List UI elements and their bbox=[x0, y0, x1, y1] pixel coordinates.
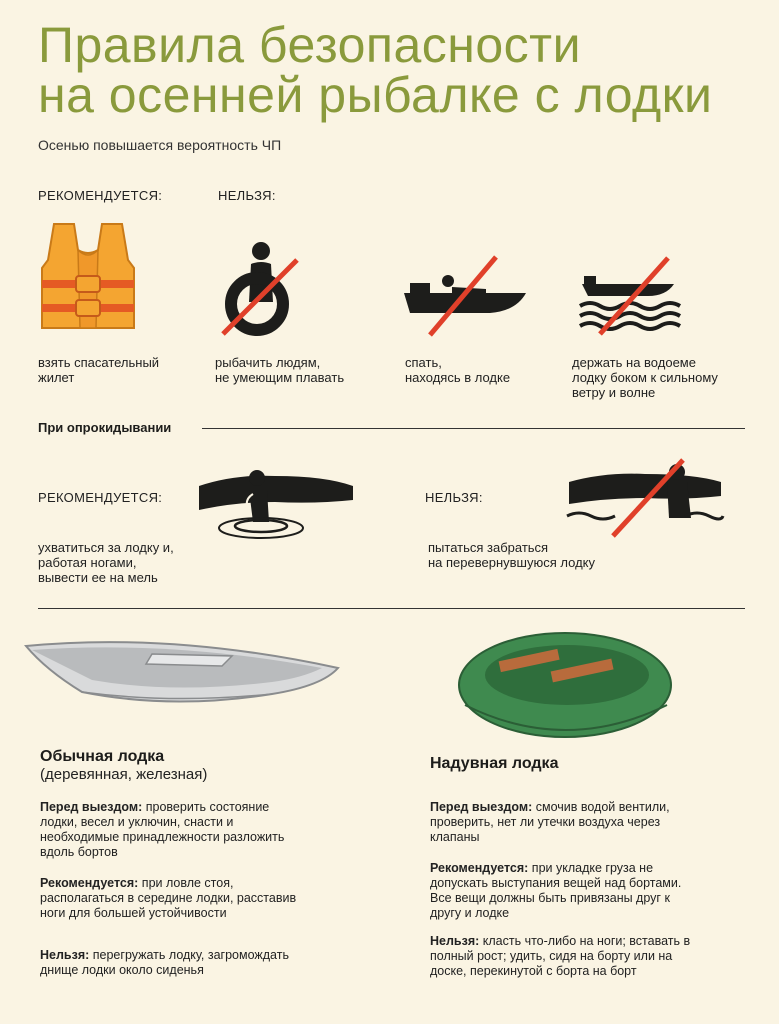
person-holding-capsized-boat-icon bbox=[195, 464, 355, 544]
caption-sleeping: спать, находясь в лодке bbox=[405, 355, 511, 385]
inflatable-forbidden: Нельзя: класть что-либо на ноги; вставать в полный рост; удить, сидя на борту или на доске, перекинутой с борта на борт bbox=[430, 934, 691, 978]
regular-before-trip: Перед выездом: проверить состояние лодки, весел и уключин, снасти и необходимые принадлежности разложить вдоль бортов bbox=[40, 800, 285, 859]
capsize-recommended-label: РЕКОМЕНДУЕТСЯ: bbox=[38, 490, 163, 505]
recommended-label: РЕКОМЕНДУЕТСЯ: bbox=[38, 188, 163, 203]
person-in-life-ring-icon bbox=[215, 238, 305, 338]
caption-side-to-wind: держать на водоеме лодку боком к сильному ветру и волне bbox=[572, 355, 718, 400]
boat-on-waves-icon bbox=[578, 256, 682, 336]
capsize-heading: При опрокидывании bbox=[38, 420, 172, 435]
page-title bbox=[38, 17, 713, 123]
inflatable-recommended: Рекомендуется: при укладке груза не допускать выступания вещей над бортами. Все вещи должны быть привязаны друг к другу и лодке bbox=[430, 861, 682, 920]
inflatable-boat-title: Надувная лодка bbox=[430, 755, 559, 772]
regular-recommended: Рекомендуется: при ловле стоя, располагаться в середине лодки, расставив ноги для большей устойчивости bbox=[40, 876, 297, 920]
inflatable-before-trip: Перед выездом: смочив водой вентили, проверить, нет ли утечки воздуха через клапаны bbox=[430, 800, 670, 844]
capsize-recommended-text: ухватиться за лодку и, работая ногами, вывести ее на мель bbox=[38, 540, 174, 585]
regular-forbidden: Нельзя: перегружать лодку, загромождать днище лодки около сиденья bbox=[40, 948, 289, 977]
regular-boat-illustration bbox=[22, 630, 342, 720]
title-line-2: на осенней рыбалке с лодки bbox=[38, 67, 713, 123]
person-sleeping-in-boat-icon bbox=[402, 255, 532, 337]
page-subtitle: Осенью повышается вероятность ЧП bbox=[38, 137, 282, 153]
capsize-forbidden-label: НЕЛЬЗЯ: bbox=[425, 490, 483, 505]
section-divider-2 bbox=[38, 608, 745, 609]
section-divider bbox=[202, 428, 745, 429]
title-line-1: Правила безопасности bbox=[38, 17, 582, 73]
inflatable-boat-illustration bbox=[455, 625, 680, 750]
regular-boat-title: Обычная лодка bbox=[40, 748, 165, 765]
caption-life-vest: взять спасательный жилет bbox=[38, 355, 160, 385]
caption-non-swimmers: рыбачить людям, не умеющим плавать bbox=[215, 355, 345, 385]
capsize-forbidden-text: пытаться забраться на перевернувшуюся лодку bbox=[428, 540, 595, 570]
life-vest-icon bbox=[40, 220, 136, 332]
person-climbing-capsized-boat-icon bbox=[565, 458, 725, 538]
forbidden-label: НЕЛЬЗЯ: bbox=[218, 188, 276, 203]
regular-boat-subtitle: (деревянная, железная) bbox=[40, 766, 208, 783]
